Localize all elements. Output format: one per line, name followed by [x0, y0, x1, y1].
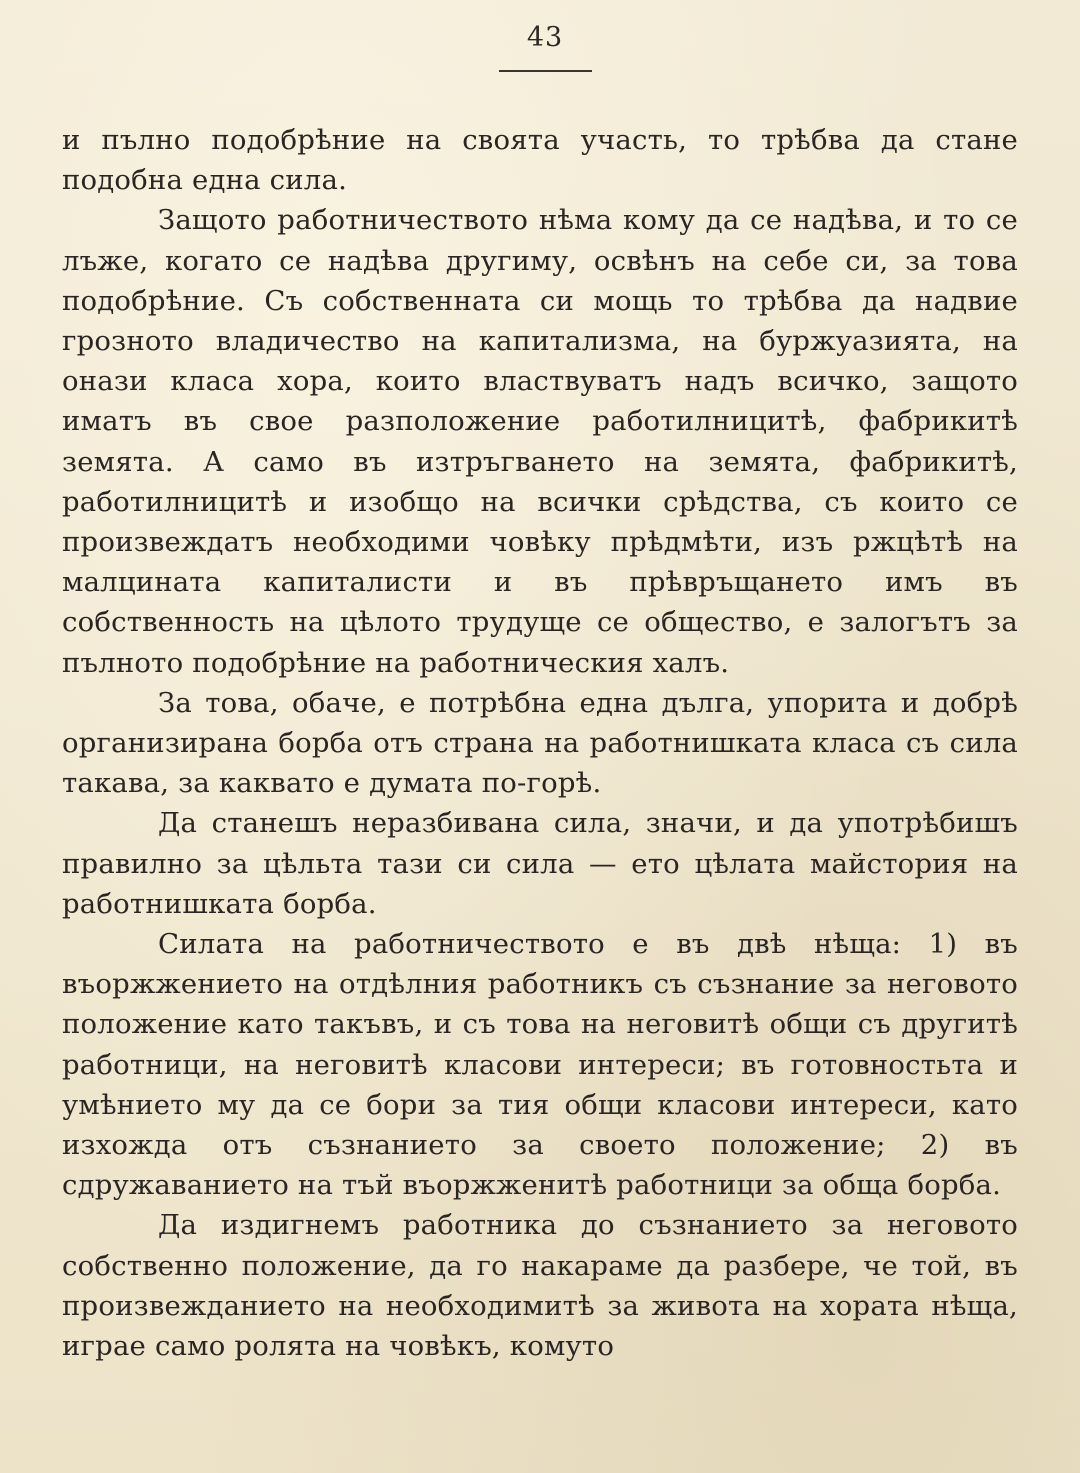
page-number-rule — [499, 70, 592, 72]
body-text — [62, 120, 1018, 1366]
page-number: 43 — [526, 22, 564, 53]
paragraph-continuation: и пълно подобрѣние на своята участь, то трѣбва да стане подобна една сила. — [62, 124, 1018, 197]
paragraph: Да станешъ неразбивана сила, значи, и да употрѣбишъ правилно за цѣльта тази си сила — ето цѣлата майстория на работнишката борба. — [62, 807, 1018, 920]
paragraph: За това, обаче, е потрѣбна една дълга, упорита и добрѣ организирана борба отъ страна на работнишката класа съ сила такава, за каквато е думата по-горѣ. — [62, 686, 1018, 800]
paragraph: Защото работничеството нѣма кому да се надѣва, и то се лъже, когато се надѣва другиму, освѣнъ на себе си, за това подобрѣние. Съ собственната си мощь то трѣбва да надвие грозното владичество на капитализма, на буржуазията, на онази класа хора, които властвуватъ надъ всичко, защото иматъ въ свое разположение работилницитѣ, фабрикитѣ земята. А само въ изтръгването на земята, фабрикитѣ, работилницитѣ и изобщо на всички срѣдства, съ които се произвеждатъ необходими човѣку прѣдмѣти, изъ ржцѣтѣ на малцината капиталисти и въ прѣвръщането имъ въ собственность на цѣлото трудуще се общество, е залогътъ за пълното подобрѣние на работническия халъ. — [62, 204, 1018, 679]
paragraph: Да издигнемъ работника до съзнанието за неговото собственно положение, да го накараме да разбере, че той, въ произвежданието на необходимитѣ за живота на хората нѣща, играе само ролята на човѣкъ, комуто — [62, 1209, 1018, 1363]
paragraph: Силата на работничеството е въ двѣ нѣща: 1) въ въоржжението на отдѣлния работникъ съ съзнание за неговото положение като такъвъ, и съ това на неговитѣ общи съ другитѣ работници, на неговитѣ класови интереси; въ готовностьта и умѣнието му да се бори за тия общи класови интереси, като изхожда отъ съзнанието за своето положение; 2) въ сдружаванието на тъй въоржженитѣ работници за обща борба. — [62, 928, 1018, 1202]
